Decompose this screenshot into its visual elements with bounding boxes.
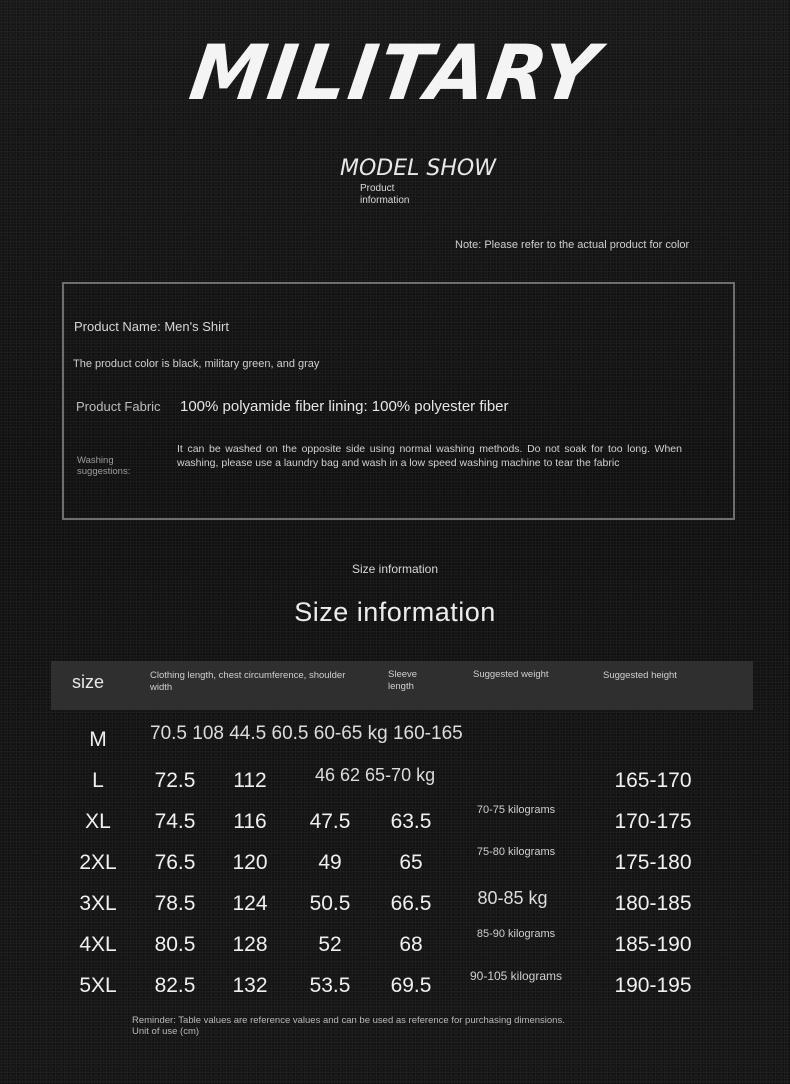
row-xl-shoulder: 47.5 <box>309 810 351 833</box>
brand-title: MILITARY <box>184 28 606 117</box>
row-2xl-shoulder: 49 <box>318 851 342 874</box>
row-4xl-shoulder: 52 <box>318 933 342 956</box>
row-xl-chest: 116 <box>233 810 267 833</box>
row-3xl-chest: 124 <box>232 892 268 915</box>
row-4xl-size: 4XL <box>79 933 117 956</box>
row-4xl-weight: 85-90 kilograms <box>476 928 556 940</box>
row-5xl-shoulder: 53.5 <box>309 974 351 997</box>
header-sleeve: Sleeve length <box>388 669 418 692</box>
row-5xl-sleeve: 69.5 <box>390 974 432 997</box>
row-xl-size: XL <box>85 810 111 833</box>
row-5xl-weight: 90-105 kilograms <box>469 969 563 983</box>
row-5xl-length: 82.5 <box>154 974 196 997</box>
reminder-text: Reminder: Table values are reference values and can be used as reference for purchasing dimensions. <box>132 1015 565 1026</box>
unit-text: Unit of use (cm) <box>132 1026 200 1037</box>
row-5xl-size: 5XL <box>79 974 117 997</box>
row-2xl-size: 2XL <box>79 851 117 874</box>
reminder-note <box>132 1015 692 1037</box>
row-3xl-height: 180-185 <box>614 892 692 915</box>
size-info-title: Size information <box>294 597 496 627</box>
row-m-values: 70.5 108 44.5 60.5 60-65 kg 160-165 <box>150 723 463 744</box>
row-2xl-chest: 120 <box>232 851 268 874</box>
row-4xl-length: 80.5 <box>154 933 196 956</box>
row-2xl-sleeve: 65 <box>399 851 423 874</box>
row-4xl-chest: 128 <box>232 933 268 956</box>
fabric-label: Product Fabric <box>76 399 161 414</box>
row-5xl-height: 190-195 <box>614 974 692 997</box>
row-l-length: 72.5 <box>154 769 196 792</box>
row-xl-length: 74.5 <box>154 810 196 833</box>
row-2xl-weight: 75-80 kilograms <box>476 846 556 858</box>
row-l-size: L <box>92 769 104 792</box>
row-2xl-height: 175-180 <box>614 851 692 874</box>
row-3xl-size: 3XL <box>79 892 117 915</box>
row-3xl-sleeve: 66.5 <box>390 892 432 915</box>
color-note: Note: Please refer to the actual product for color <box>455 239 690 251</box>
model-show-heading: MODEL SHOW <box>340 156 496 181</box>
fabric-value: 100% polyamide fiber lining: 100% polyester fiber <box>180 398 509 415</box>
washing-value: It can be washed on the opposite side using normal washing methods. Do not soak for too long. When washing, please use a laundry bag and wash in a low speed washing machine to tear the fabric <box>177 443 682 469</box>
product-name: Product Name: Men's Shirt <box>74 319 229 334</box>
header-height: Suggested height <box>603 670 677 681</box>
header-weight: Suggested weight <box>473 669 549 680</box>
row-4xl-height: 185-190 <box>614 933 692 956</box>
row-xl-sleeve: 63.5 <box>390 810 432 833</box>
header-length-chest-shoulder: Clothing length, chest circumference, shoulder width <box>150 670 346 693</box>
row-3xl-length: 78.5 <box>154 892 196 915</box>
row-2xl-length: 76.5 <box>154 851 196 874</box>
row-3xl-shoulder: 50.5 <box>309 892 351 915</box>
row-l-chest: 112 <box>233 769 267 792</box>
header-size: size <box>72 672 105 692</box>
row-l-height: 165-170 <box>614 769 692 792</box>
row-3xl-weight: 80-85 kg <box>477 888 548 908</box>
row-l-mid-values: 46 62 65-70 kg <box>315 765 436 785</box>
product-color: The product color is black, military green, and gray <box>73 358 320 370</box>
size-info-caption: Size information <box>351 562 439 576</box>
washing-label: Washing suggestions: <box>77 455 131 477</box>
row-4xl-sleeve: 68 <box>399 933 423 956</box>
row-xl-weight: 70-75 kilograms <box>476 804 556 816</box>
row-m-size: M <box>89 728 107 751</box>
row-5xl-chest: 132 <box>232 974 268 997</box>
product-information-subheading: Product information <box>360 183 410 206</box>
row-xl-height: 170-175 <box>614 810 692 833</box>
